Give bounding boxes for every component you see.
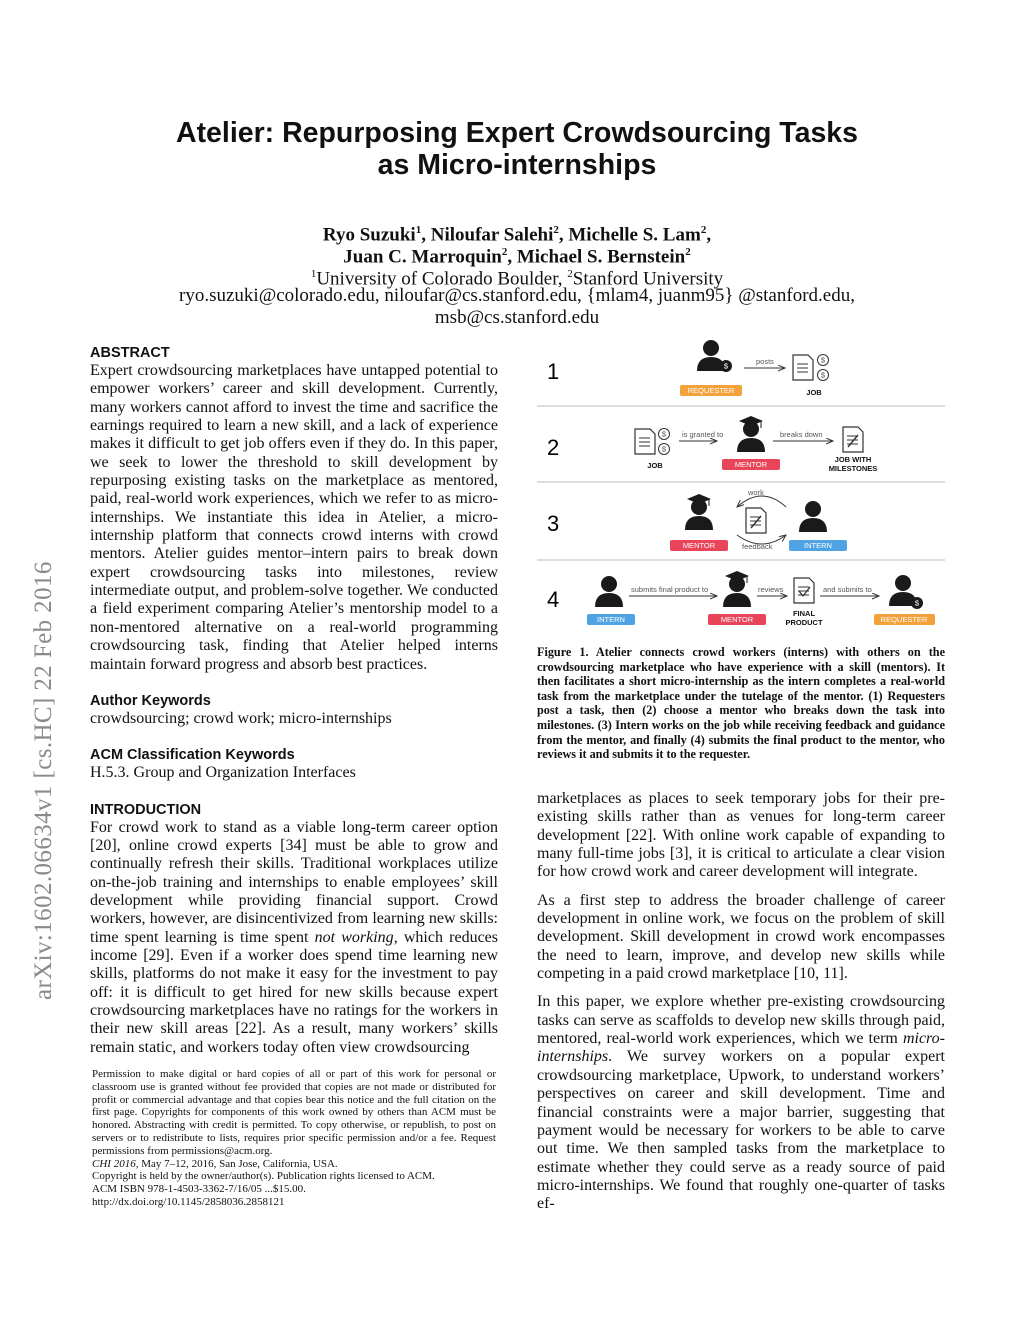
author-name: Niloufar Salehi bbox=[430, 224, 554, 246]
permission-text: Permission to make digital or hard copies of all or part of this work for personal or classroom use is granted without fee provided that copies are not made or distributed for profit or commercial advantage and that copies bear this notice and the full citation on the first page. Copyrights for components of this work owned by others than ACM must be honored. Abstracting with credit is permitted. To copy otherwise, or republish, to post on servers or to redistribute to lists, requires prior specific permission and/or a fee. Request permissions from permissions@acm.org. bbox=[92, 1068, 496, 1157]
separator: , bbox=[421, 224, 431, 246]
figure-caption: Figure 1. Atelier connects crowd workers (interns) with others on the crowdsourcing marketplace who have experience with a skill (mentors). It then facilitates a short micro-internship as the intern completes a real-world task from the marketplace under the tutelage of the mentor. (1) Requesters post a task, then (2) choose a mentor who breaks down the task into milestones. (3) Intern works on the job while receiving feedback and guidance from the mentor, and finally (4) submits the final product to the mentor, who reviews it and submits it to the requester. bbox=[537, 645, 945, 762]
acm-classification-heading: ACM Classification Keywords bbox=[90, 747, 295, 764]
author-keywords-heading: Author Keywords bbox=[90, 692, 211, 709]
author-name: Ryo Suzuki bbox=[322, 224, 416, 246]
copyright-holder: Copyright is held by the owner/author(s). Publication rights licensed to ACM. bbox=[92, 1170, 435, 1183]
doi-link[interactable]: http://dx.doi.org/10.1145/2858036.2858121 bbox=[92, 1195, 285, 1208]
author-name: Michael S. Bernstein bbox=[516, 246, 686, 268]
final-product-label-1: FINAL bbox=[792, 609, 816, 618]
affiliation-line bbox=[100, 263, 934, 290]
final-product-icon bbox=[794, 578, 814, 603]
job-label: JOB bbox=[806, 388, 822, 397]
author-name: Juan C. Marroquin bbox=[343, 246, 502, 268]
paper-title bbox=[120, 117, 914, 181]
figure-1-diagram bbox=[537, 335, 947, 635]
and-submits-to-label: and submits to bbox=[823, 585, 872, 594]
acm-classification-text: H.5.3. Group and Organization Interfaces bbox=[90, 764, 356, 782]
title-line-2: as Micro-internships bbox=[377, 149, 657, 181]
affiliation: Stanford University bbox=[572, 268, 724, 290]
author-block bbox=[100, 219, 934, 329]
abstract-text: Expert crowdsourcing marketplaces have untapped potential to empower workers’ career and skill development. Currently, many workers cannot afford to invest the time and sacrifice the earnings required to learn a new skill, and a lack of experience makes it difficult to get job offers even if they do. In this paper, we seek to lower the threshold to skill development by repurposing existing tasks on the marketplace as mentored, paid, real-world work experiences, which we refer to as micro-internships. We instantiate this idea in Atelier, a micro-internship platform that connects crowd interns with crowd mentors. Atelier guides mentor–intern pairs to break down expert crowdsourcing tasks into milestones, review intermediate output, and problem-solve together. We conducted a field experiment comparing Atelier’s mentorship model to a non-mentored alternative on a real-world programming crowdsourcing task, finding that Atelier helped interns maintain forward progress and absorb best practices. bbox=[90, 362, 498, 673]
separator: , bbox=[507, 246, 517, 268]
arxiv-identifier: arXiv:1602.06634v1 [cs.HC] 22 Feb 2016 bbox=[30, 561, 57, 1000]
affiliation-mark: 2 bbox=[553, 224, 559, 236]
paragraph-part-a: In this paper, we explore whether pre-existing crowdsourcing tasks can serve as scaffolds to develop new skills through paid, mentored, real-world work experiences, which we term bbox=[537, 993, 945, 1048]
mentor-icon bbox=[737, 416, 765, 452]
job-with-milestones-label-1: JOB WITH bbox=[834, 455, 872, 464]
affiliation-mark: 2 bbox=[700, 224, 707, 236]
mentor-label: MENTOR bbox=[720, 615, 754, 624]
author-line-2 bbox=[100, 241, 934, 268]
affiliation-mark: 1 bbox=[310, 268, 317, 280]
separator: , bbox=[706, 224, 712, 246]
requester-label: REQUESTER bbox=[687, 386, 735, 395]
is-granted-to-label: is granted to bbox=[682, 430, 724, 439]
requester-label: REQUESTER bbox=[880, 615, 928, 624]
requester-icon bbox=[889, 575, 923, 609]
affiliation-mark: 2 bbox=[501, 246, 508, 258]
work-label: work bbox=[748, 488, 764, 497]
copyright-notice bbox=[92, 1068, 496, 1209]
right-column bbox=[537, 790, 945, 1224]
intern-icon bbox=[595, 576, 623, 607]
intro-text-part-b: , which reduces income [29]. Even if a worker does spend time learning new skills, platforms do not make it easy for the investment to pay off: it is difficult to get hired for new skills because expert crowdsourcing marketplaces have no ratings for the workers in their new skill areas [22]. As a result, many workers’ skills remain static, and workers today often view crowdsourcing bbox=[90, 928, 499, 1056]
conference-line bbox=[92, 1158, 496, 1171]
submits-final-product-label: submits final product to bbox=[631, 585, 709, 594]
dollar-sign: $ bbox=[661, 429, 667, 439]
term-emphasis: micro-internships bbox=[537, 1030, 945, 1066]
step-number-4: 4 bbox=[547, 587, 560, 612]
paragraph bbox=[537, 993, 945, 1213]
affiliation: University of Colorado Boulder, bbox=[316, 268, 568, 290]
feedback-label: feedback bbox=[742, 542, 773, 551]
email-line-1: ryo.suzuki@colorado.edu, niloufar@cs.stanford.edu, {mlam4, juanm95} @stanford.edu, bbox=[179, 285, 855, 306]
step-number-3: 3 bbox=[547, 511, 560, 536]
job-label: JOB bbox=[647, 461, 663, 470]
conference-details: , May 7–12, 2016, San Jose, California, USA. bbox=[135, 1157, 338, 1170]
separator: , bbox=[558, 224, 569, 246]
introduction-heading: INTRODUCTION bbox=[90, 801, 202, 818]
reviews-label: reviews bbox=[758, 585, 784, 594]
step-number-1: 1 bbox=[547, 359, 560, 384]
affiliation-mark: 2 bbox=[567, 268, 573, 280]
intern-label: INTERN bbox=[597, 615, 625, 624]
author-name: Michelle S. Lam bbox=[568, 224, 701, 246]
title-line-1: Atelier: Repurposing Expert Crowdsourcing Tasks bbox=[175, 117, 858, 149]
mentor-label: MENTOR bbox=[682, 541, 716, 550]
work-arrow bbox=[737, 496, 786, 507]
email-line-2: msb@cs.stanford.edu bbox=[434, 307, 600, 328]
job-with-milestones-icon bbox=[843, 427, 863, 452]
intern-label: INTERN bbox=[804, 541, 832, 550]
affiliation-mark: 1 bbox=[415, 224, 422, 236]
mentor-label: MENTOR bbox=[734, 460, 768, 469]
intern-icon bbox=[799, 501, 827, 532]
introduction-text bbox=[90, 819, 498, 1057]
step-number-2: 2 bbox=[547, 435, 560, 460]
intro-emphasis: not working bbox=[314, 928, 394, 946]
dollar-sign: $ bbox=[914, 598, 920, 608]
job-document-icon bbox=[793, 355, 829, 381]
author-line-1 bbox=[100, 219, 934, 246]
job-with-milestones-label-2: MILESTONES bbox=[828, 464, 878, 473]
dollar-sign: $ bbox=[820, 370, 826, 380]
affiliation-mark: 2 bbox=[685, 246, 691, 258]
mentor-icon bbox=[723, 571, 751, 607]
dollar-sign: $ bbox=[723, 361, 729, 371]
author-keywords-text: crowdsourcing; crowd work; micro-internships bbox=[90, 709, 392, 727]
paragraph: marketplaces as places to seek temporary jobs for their pre-existing skills rather than as venues for long-term career development [22]. With online work capable of expanding to many full-time jobs [3], it is critical to articulate a clear vision for how crowd work and career development will integrate. bbox=[537, 790, 945, 881]
mentor-icon bbox=[685, 494, 713, 530]
left-column bbox=[90, 344, 498, 1057]
paragraph: As a first step to address the broader challenge of career development in online work, we focus on the problem of skill development. Skill development in crowd work encompasses the need to learn, improve, and develop new skills while competing in a paid crowd marketplace [10, 11]. bbox=[537, 891, 945, 983]
conference-name: CHI 2016 bbox=[92, 1157, 136, 1170]
paragraph-part-b: . We survey workers on a popular expert crowdsourcing marketplace, Upwork, to understand workers’ perspectives on career and skill development. Time and financial constraints were a major barrier, suggesting that payment would be necessary for workers to be able to carve out time. We then sampled tasks from the marketplace to estimate whether they could serve as a ready source of paid micro-internships. We found that roughly one-quarter of tasks ef- bbox=[537, 1048, 945, 1213]
requester-icon bbox=[697, 340, 732, 372]
posts-label: posts bbox=[756, 357, 774, 366]
isbn-line: ACM ISBN 978-1-4503-3362-7/16/05 ...$15.00. bbox=[92, 1183, 306, 1196]
job-document-icon bbox=[635, 429, 670, 455]
final-product-label-2: PRODUCT bbox=[785, 618, 823, 627]
abstract-heading: ABSTRACT bbox=[90, 345, 170, 361]
dollar-sign: $ bbox=[820, 355, 826, 365]
breaks-down-label: breaks down bbox=[780, 430, 823, 439]
dollar-sign: $ bbox=[661, 444, 667, 454]
intro-text-part-a: For crowd work to stand as a viable long-term career option [20], online crowd experts [34] must be able to grow and continually refresh their skills. Traditional workplaces utilize on-the-job training and internships to enable employees’ skill development while providing financial support. Crowd workers, however, are disincentivized from learning new skills: time spent learning is time spent bbox=[90, 818, 498, 946]
work-in-progress-icon bbox=[746, 508, 766, 533]
